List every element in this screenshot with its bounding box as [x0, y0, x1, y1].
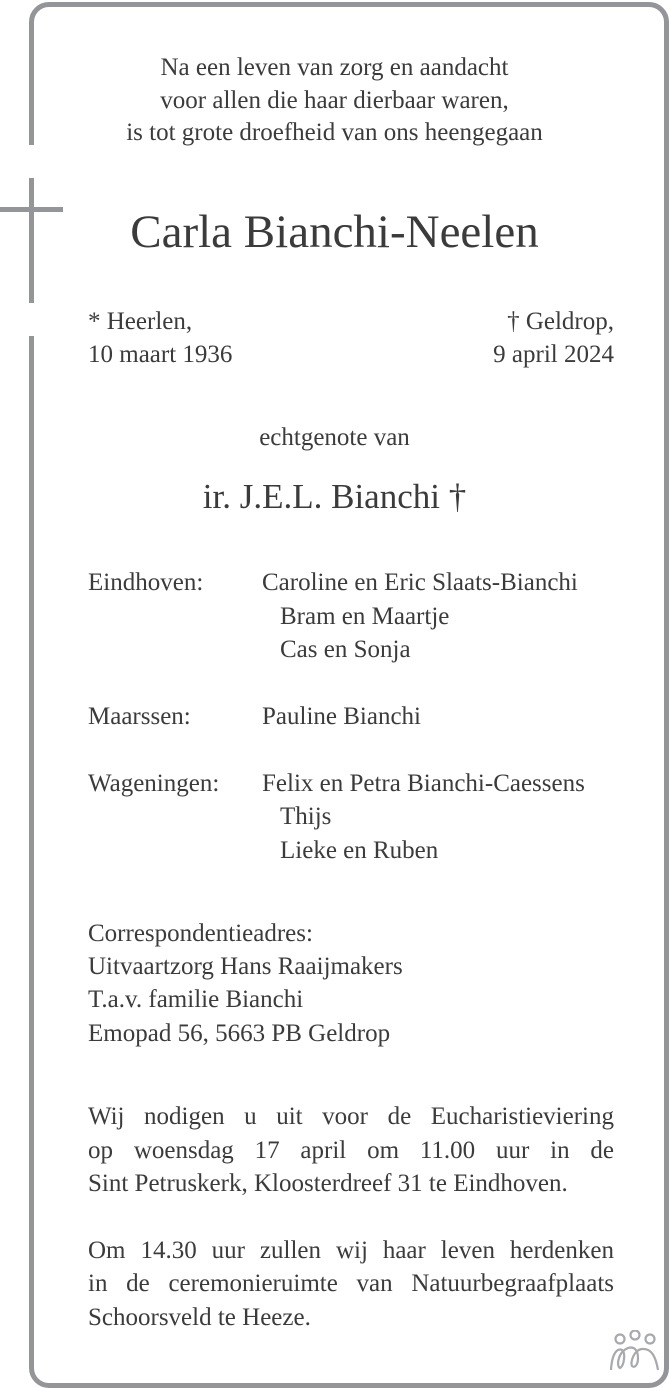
correspondence-line: T.a.v. familie Bianchi: [88, 986, 304, 1013]
deceased-name: Carla Bianchi-Neelen: [130, 206, 539, 258]
spouse-name: ir. J.E.L. Bianchi †: [202, 477, 467, 516]
family-member: Lieke en Ruben: [280, 837, 439, 864]
family-people-icon: [608, 1330, 662, 1372]
death-date: 9 april 2024: [493, 341, 614, 368]
death-place: † Geldrop,: [507, 308, 614, 335]
service-line: op woensdag 17 april om 11.00 uur in de: [88, 1137, 614, 1164]
family-member: Thijs: [280, 803, 332, 830]
correspondence-line: Uitvaartzorg Hans Raaijmakers: [88, 953, 403, 980]
intro-line: voor allen die haar dierbaar waren,: [160, 87, 509, 114]
memorial-line: Om 14.30 uur zullen wij haar leven herdenken: [88, 1237, 614, 1264]
family-member: Bram en Maartje: [280, 603, 450, 630]
intro-line: Na een leven van zorg en aandacht: [160, 54, 509, 81]
correspondence-line: Emopad 56, 5663 PB Geldrop: [88, 1020, 391, 1047]
family-member: Felix en Petra Bianchi-Caessens: [262, 770, 585, 797]
service-line: Sint Petruskerk, Kloosterdreef 31 te Eindhoven.: [88, 1170, 568, 1197]
correspondence-line: Correspondentieadres:: [88, 920, 313, 947]
spouse-intro: echtgenote van: [259, 424, 410, 451]
service-line: Wij nodigen u uit voor de Eucharistieviering: [88, 1103, 614, 1130]
family-member: Pauline Bianchi: [262, 703, 421, 730]
birth-date: 10 maart 1936: [88, 341, 233, 368]
memorial-line: Schoorsveld te Heeze.: [88, 1304, 311, 1331]
family-place: Wageningen:: [88, 770, 220, 797]
intro-line: is tot grote droefheid van ons heengegaan: [126, 119, 543, 146]
family-place: Eindhoven:: [88, 569, 204, 596]
family-member: Caroline en Eric Slaats-Bianchi: [262, 569, 578, 596]
family-place: Maarssen:: [88, 703, 191, 730]
birth-place: * Heerlen,: [88, 308, 193, 335]
memorial-line: in de ceremonieruimte van Natuurbegraafplaats: [88, 1270, 614, 1297]
family-member: Cas en Sonja: [280, 636, 411, 663]
